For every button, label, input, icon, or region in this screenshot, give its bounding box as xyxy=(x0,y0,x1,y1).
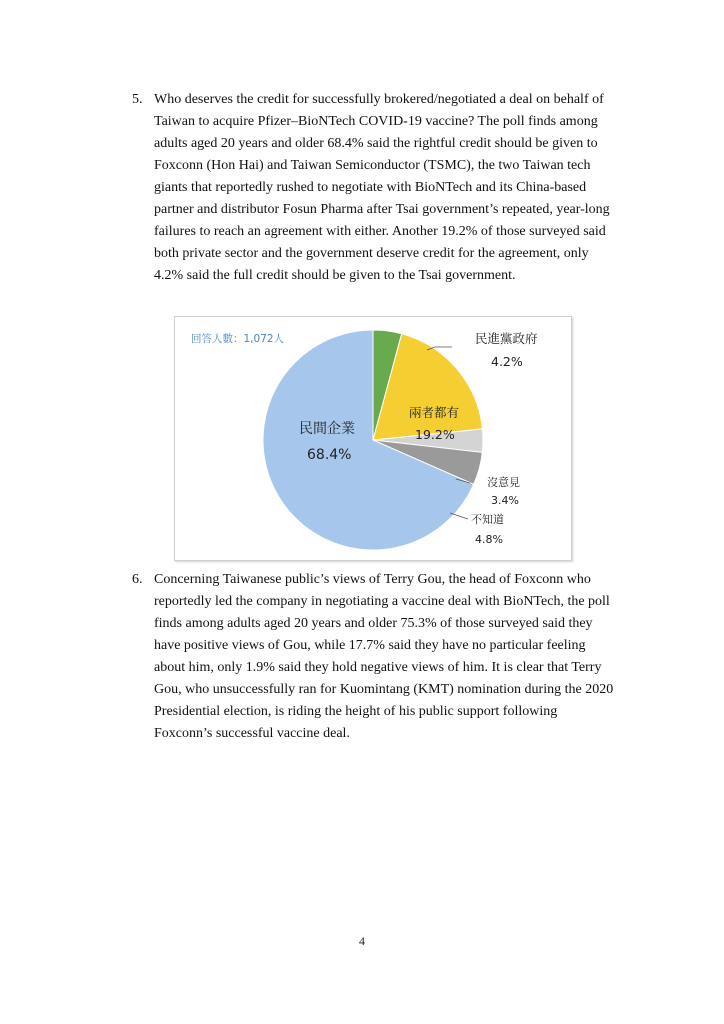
slice-label-dpp-government: 民進黨政府 xyxy=(475,331,538,346)
slice-label-no-opinion: 沒意見 xyxy=(487,476,520,489)
list-item-6 xyxy=(132,569,614,745)
respondent-count-note: 回答人數：1,072人 xyxy=(191,333,285,345)
slice-value-private-sector: 68.4% xyxy=(307,447,352,463)
slice-value-dont-know: 4.8% xyxy=(475,533,503,546)
slice-label-dont-know: 不知道 xyxy=(471,513,504,526)
pie-chart xyxy=(174,316,572,561)
slice-label-private-sector: 民間企業 xyxy=(299,421,355,437)
pie-chart-svg xyxy=(175,317,571,560)
slice-value-dpp-government: 4.2% xyxy=(491,354,523,369)
list-item-5 xyxy=(132,89,614,287)
list-item-text: Who deserves the credit for successfully brokered/negotiated a deal on behalf of Taiwan to acquire Pfizer–BioNTech COVID-19 vaccine? The poll finds among adults aged 20 years and older 68.4% said the rightful credit should be given to Foxconn (Hon Hai) and Taiwan Semiconductor (TSMC), the two Taiwan tech giants that reportedly rushed to negotiate with BioNTech and its China-based partner and distributor Fosun Pharma after Tsai government’s repeated, year-long failures to reach an agreement with either. Another 19.2% of those surveyed said both private sector and the government deserve credit for the agreement, only 4.2% said the full credit should be given to the Tsai government. xyxy=(154,92,610,283)
slice-value-both: 19.2% xyxy=(415,427,455,442)
list-item-text: Concerning Taiwanese public’s views of Terry Gou, the head of Foxconn who reportedly led the company in negotiating a vaccine deal with BioNTech, the poll finds among adults aged 20 years and older 75.3% of those surveyed said they have positive views of Gou, while 17.7% said they have no particular feeling about him, only 1.9% said they hold negative views of him. It is clear that Terry Gou, who unsuccessfully ran for Kuomintang (KMT) nomination during the 2020 Presidential election, is riding the height of his public support following Foxconn’s successful vaccine deal. xyxy=(154,572,614,741)
slice-value-no-opinion: 3.4% xyxy=(491,494,519,507)
list-item-number: 6. xyxy=(132,572,143,587)
page-number: 4 xyxy=(359,934,365,948)
list-item-number: 5. xyxy=(132,92,143,107)
slice-label-both: 兩者都有 xyxy=(409,405,460,420)
